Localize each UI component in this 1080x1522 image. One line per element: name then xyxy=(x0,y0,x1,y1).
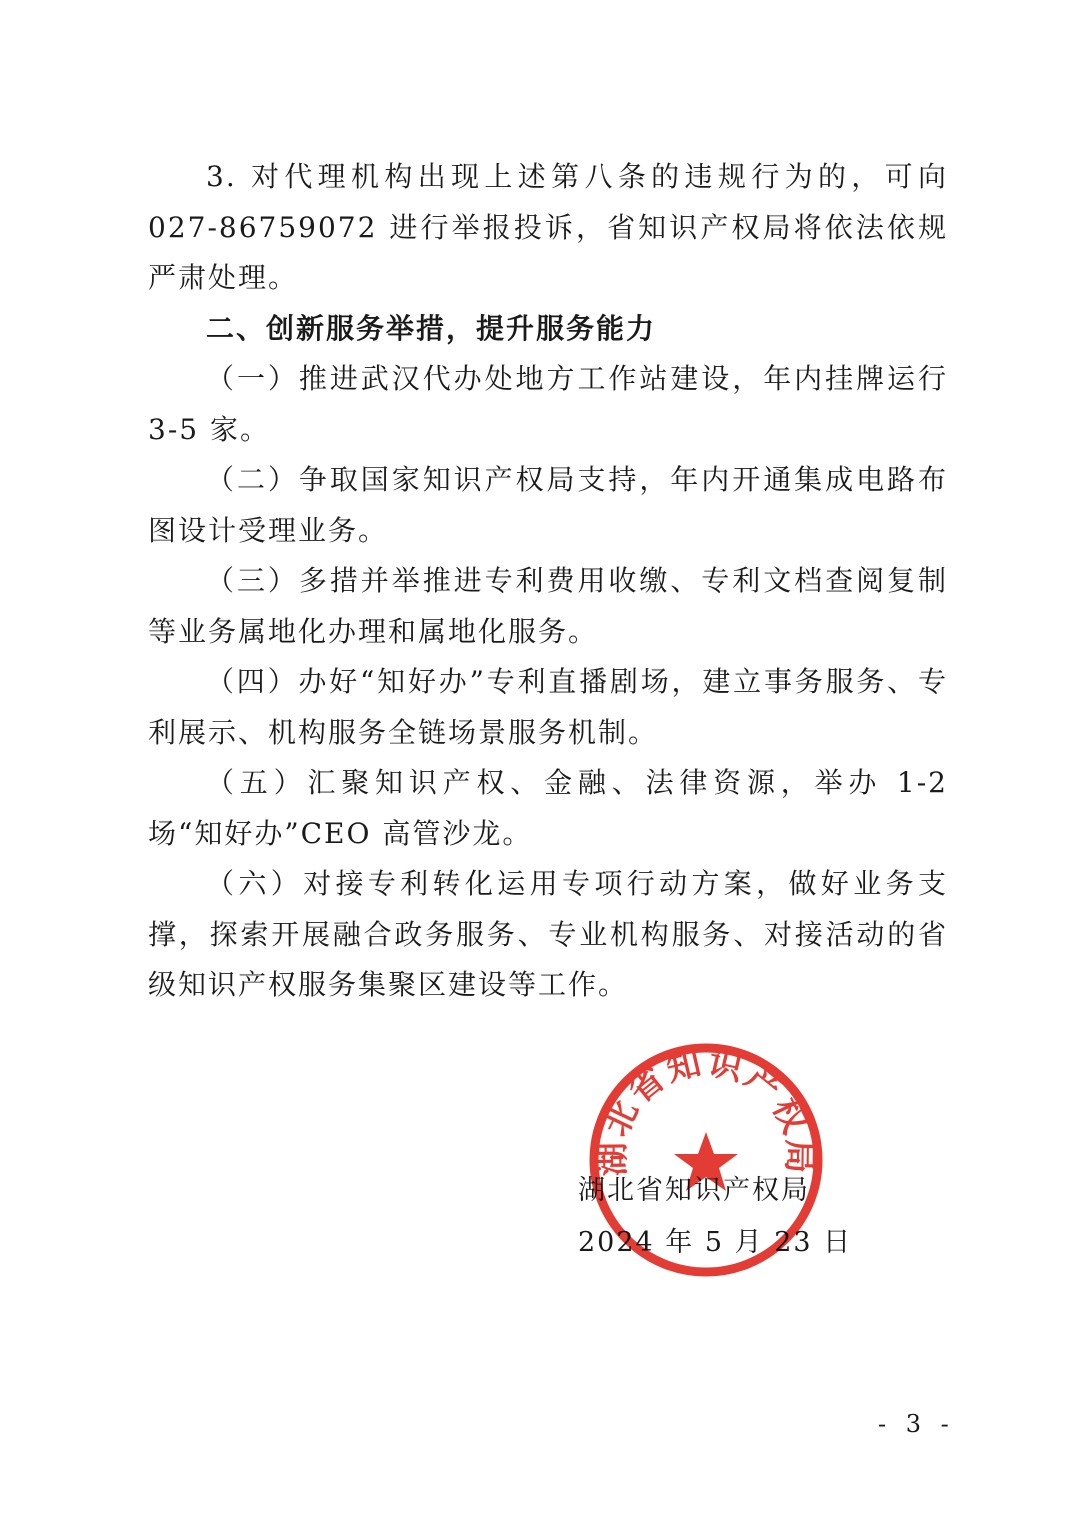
section-heading-2: 二、创新服务举措，提升服务能力 xyxy=(206,311,657,345)
official-seal-stamp xyxy=(586,1040,826,1280)
list-item-5: （五）汇聚知识产权、金融、法律资源，举办 1-2 场“知好办”CEO 高管沙龙。 xyxy=(148,766,948,850)
list-item-4: （四）办好“知好办”专利直播剧场，建立事务服务、专利展示、机构服务全链场景服务机制。 xyxy=(148,665,948,749)
seal-star-icon xyxy=(674,1132,738,1191)
paragraph-report-contact: 3. 对代理机构出现上述第八条的违规行为的，可向 027-86759072 进行举报投诉，省知识产权局将依法依规严肃处理。 xyxy=(148,160,948,294)
list-item-1: （一）推进武汉代办处地方工作站建设，年内挂牌运行 3-5 家。 xyxy=(148,362,948,446)
list-item-3: （三）多措并举推进专利费用收缴、专利文档查阅复制等业务属地化办理和属地化服务。 xyxy=(148,564,948,648)
signature-date: 2024 年 5 月 23 日 xyxy=(578,1227,853,1258)
seal-text: 湖北省知识产权局 xyxy=(592,1042,820,1177)
document-body xyxy=(148,152,948,1011)
page-number: - 3 - xyxy=(878,1410,955,1438)
signature-organization: 湖北省知识产权局 xyxy=(578,1175,810,1206)
list-item-2: （二）争取国家知识产权局支持，年内开通集成电路布图设计受理业务。 xyxy=(148,463,948,547)
list-item-6: （六）对接专利转化运用专项行动方案，做好业务支撑，探索开展融合政务服务、专业机构服务、对接活动的省级知识产权服务集聚区建设等工作。 xyxy=(148,867,948,1001)
